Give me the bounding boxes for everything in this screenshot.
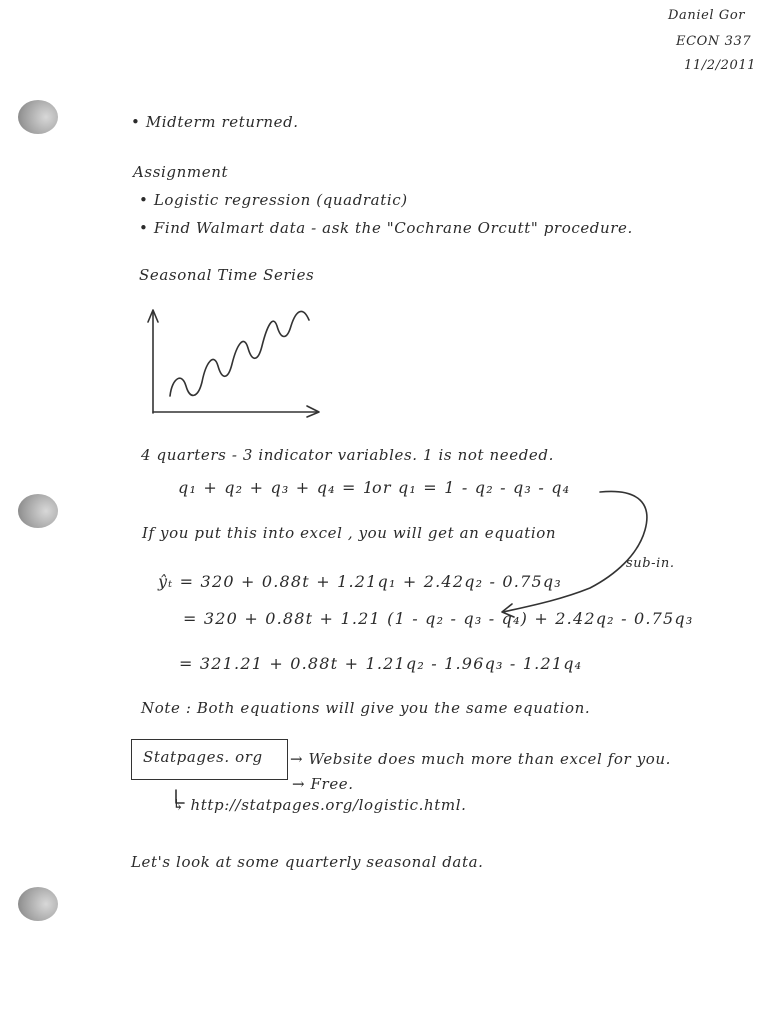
closing-line: Let's look at some quarterly seasonal data. bbox=[131, 853, 484, 871]
regression-equation-2: = 320 + 0.88t + 1.21 (1 - q₂ - q₃ - q₄) + 2.42q₂ - 0.75q₃ bbox=[183, 609, 694, 628]
midterm-note: • Midterm returned. bbox=[131, 113, 299, 131]
header-course: ECON 337 bbox=[676, 34, 752, 49]
url-line: ↳ http://statpages.org/logistic.html. bbox=[172, 796, 467, 814]
q1-expression: or q₁ = 1 - q₂ - q₃ - q₄ bbox=[372, 478, 571, 497]
free-line: → Free. bbox=[292, 775, 354, 793]
excel-line: If you put this into excel , you will get an equation bbox=[142, 524, 557, 542]
sketch-wave bbox=[170, 311, 309, 396]
sub-in-label: sub-in. bbox=[626, 556, 675, 571]
seasonal-title: Seasonal Time Series bbox=[139, 266, 315, 284]
regression-equation-3: = 321.21 + 0.88t + 1.21q₂ - 1.96q₃ - 1.21q₄ bbox=[179, 654, 583, 673]
note-line: Note : Both equations will give you the same equation. bbox=[141, 699, 591, 717]
quarter-sum-equation: q₁ + q₂ + q₃ + q₄ = 1 bbox=[178, 478, 375, 497]
assignment-item-2: • Find Walmart data - ask the "Cochrane Orcutt" procedure. bbox=[139, 219, 633, 237]
assignment-item-1: • Logistic regression (quadratic) bbox=[139, 191, 408, 209]
assignment-title: Assignment bbox=[133, 163, 229, 181]
header-date: 11/2/2011 bbox=[684, 58, 757, 73]
statpages-label: Statpages. org bbox=[143, 748, 263, 766]
quarters-line: 4 quarters - 3 indicator variables. 1 is not needed. bbox=[141, 446, 554, 464]
website-line: → Website does much more than excel for you. bbox=[290, 750, 672, 768]
sub-in-arrow bbox=[503, 491, 647, 612]
regression-equation-1: ŷₜ = 320 + 0.88t + 1.21q₁ + 2.42q₂ - 0.75q₃ bbox=[158, 572, 562, 591]
header-name: Daniel Gor bbox=[668, 8, 746, 23]
